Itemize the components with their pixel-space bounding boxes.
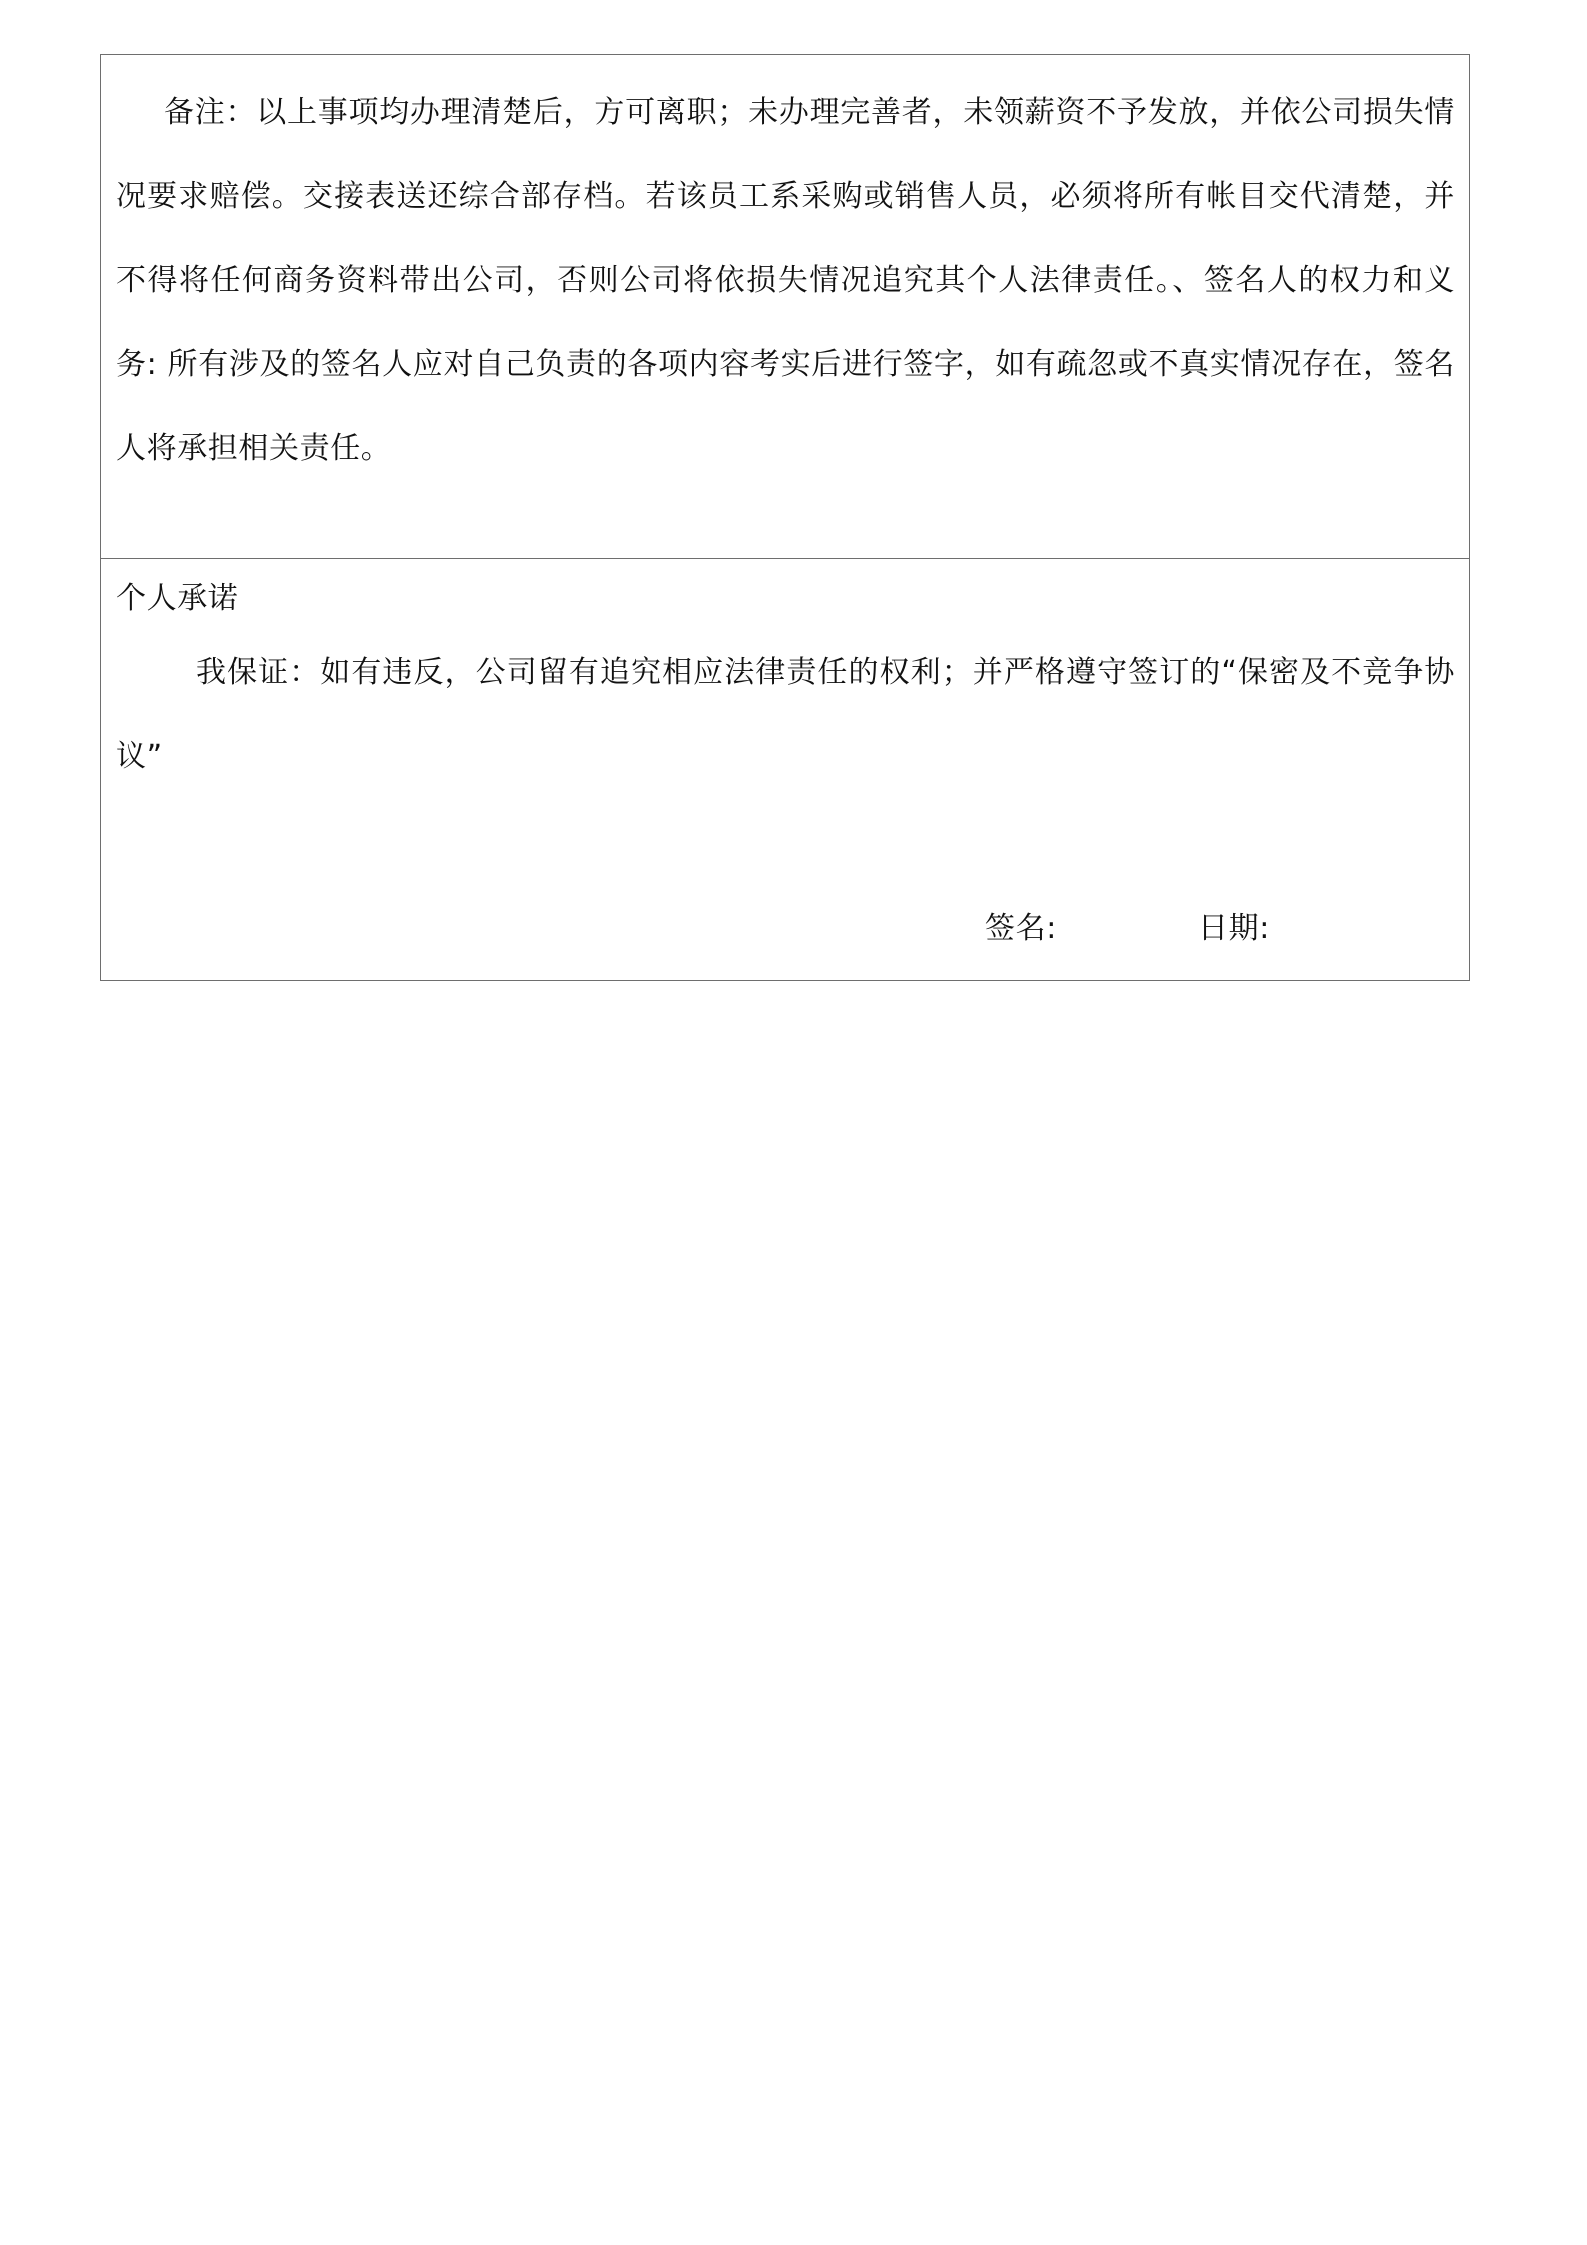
handover-form-table [100, 54, 1470, 981]
pledge-heading: 个人承诺 [116, 581, 239, 616]
personal-pledge-cell [101, 559, 1469, 980]
pledge-text: 我保证：如有违反，公司留有追究相应法律责任的权利；并严格遵守签订的“保密及不竞争协议” [116, 655, 1455, 774]
note-text: 备注：以上事项均办理清楚后，方可离职；未办理完善者，未领薪资不予发放，并依公司损失情况要求赔偿。交接表送还综合部存档。若该员工系采购或销售人员，必须将所有帐目交代清楚，并不得将任何商务资料带出公司，否则公司将依损失情况追究其个人法律责任。、签名人的权力和义务: 所有涉及的签名人应对自己负责的各项内容考实后进行签字，如有疏忽或不真实情况存在，签名人将承担相关责任。 [116, 95, 1455, 466]
note-cell [101, 55, 1469, 559]
date-label: 日期: [1198, 911, 1270, 946]
signature-label: 签名: [985, 911, 1057, 946]
